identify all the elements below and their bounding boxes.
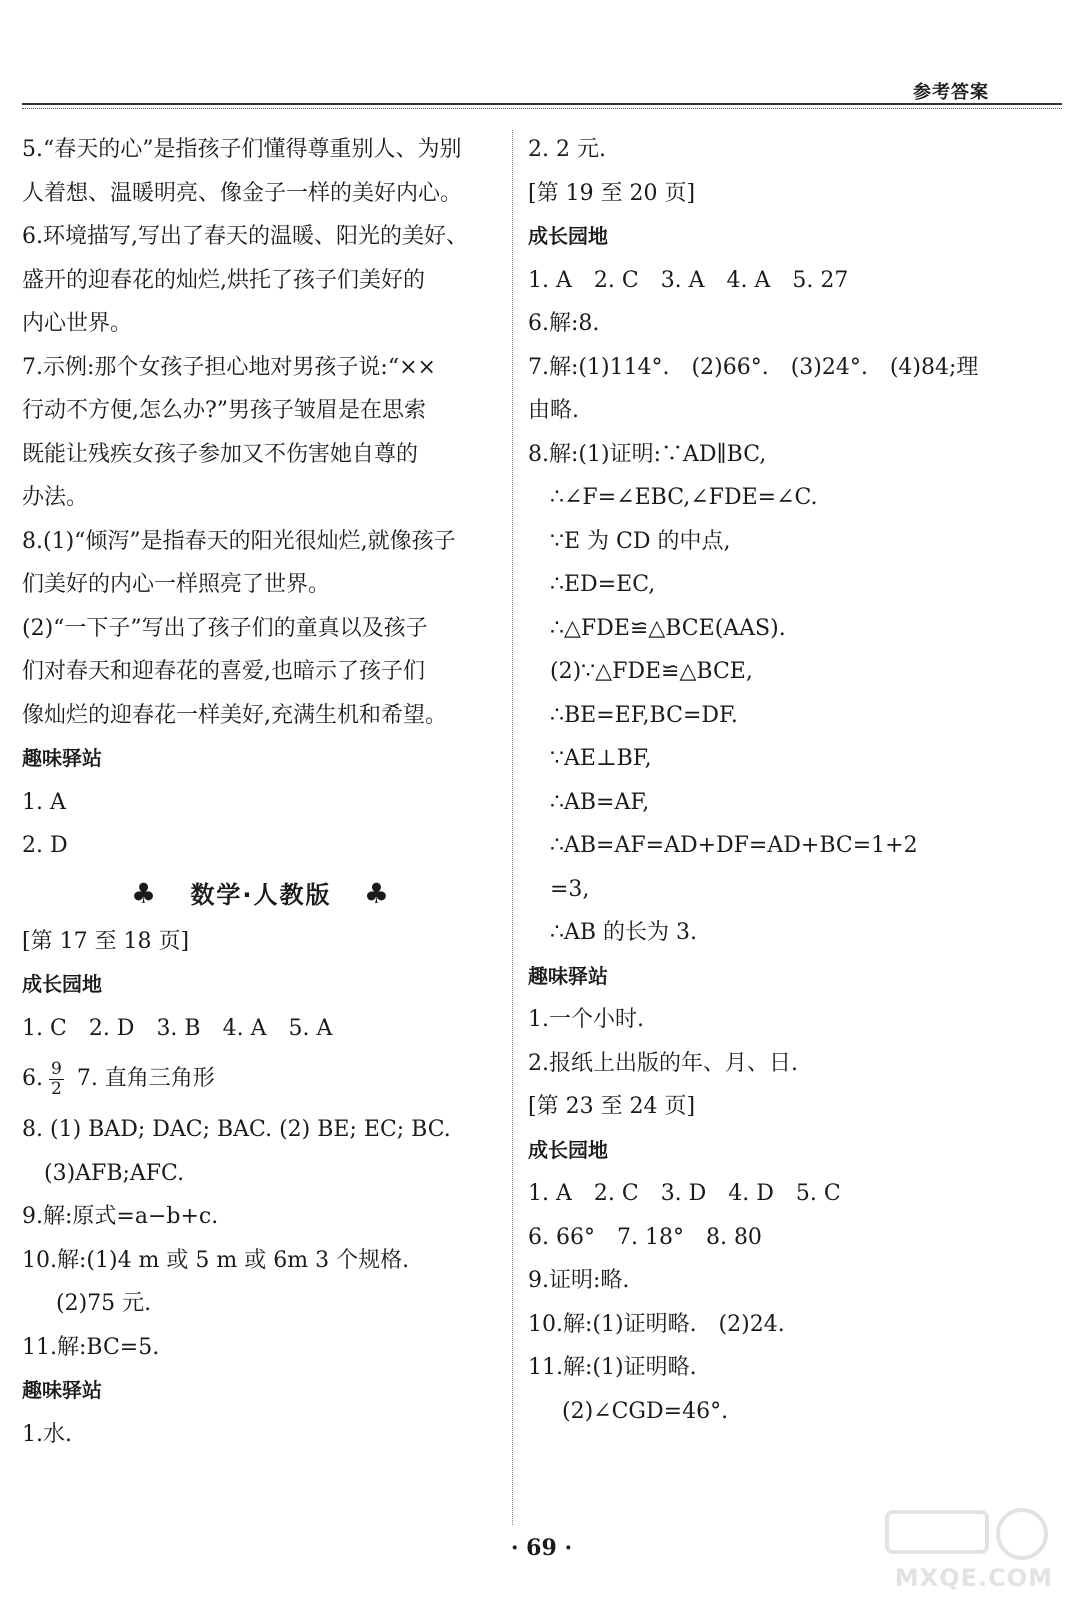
answer-line: 们对春天和迎春花的喜爱,也暗示了孩子们 [22, 659, 425, 684]
page-range: [第 19 至 20 页] [528, 180, 696, 206]
header-rule [22, 103, 1062, 109]
answer-line: 1. A 2. C 3. D 4. D 5. C [528, 1181, 841, 1206]
answer-line: 既能让残疾女孩子参加又不伤害她自尊的 [22, 441, 419, 467]
answer-line: 8.(1)“倾泻”是指春天的阳光很灿烂,就像孩子 [22, 528, 456, 554]
subject-title [22, 868, 500, 920]
q6-suffix: 7. 直角三角形 [76, 1066, 215, 1091]
answer-line: ∴AB=AF, [550, 789, 650, 815]
answer-line: 1. A [22, 789, 66, 815]
answer-line-fraction [22, 1050, 500, 1108]
answer-line: 1. C 2. D 3. B 4. A 5. A [22, 1015, 333, 1041]
fraction-numerator: 9 [51, 1058, 62, 1079]
answer-line: (2)75 元. [56, 1291, 152, 1316]
answer-line: 7.解:(1)114°. (2)66°. (3)24°. (4)84;理 [528, 354, 979, 380]
answer-line: =3, [550, 876, 590, 902]
answer-line: ∴△FDE≌△BCE(AAS). [550, 615, 786, 641]
answer-line: 8.解:(1)证明:∵AD∥BC, [528, 441, 767, 467]
answer-line: 7.示例:那个女孩子担心地对男孩子说:“×× [22, 354, 436, 380]
section-heading-growth: 成长园地 [528, 224, 608, 248]
answer-line: ∴AB 的长为 3. [550, 920, 698, 945]
watermark-text: MXQE.COM [894, 1564, 1053, 1592]
answer-line: 1. A 2. C 3. A 4. A 5. 27 [528, 267, 849, 293]
answer-line: ∴AB=AF=AD+DF=AD+BC=1+2 [550, 833, 918, 858]
answer-line: 人着想、温暖明亮、像金子一样的美好内心。 [22, 180, 463, 206]
answer-line: (2)∠CGD=46°. [562, 1398, 729, 1424]
section-heading-fun: 趣味驿站 [22, 1378, 102, 1402]
q6-prefix: 6. [22, 1066, 43, 1091]
answer-line: ∴∠F=∠EBC,∠FDE=∠C. [550, 485, 818, 510]
answer-line: ∵AE⊥BF, [550, 746, 652, 771]
answer-line: 2. D [22, 833, 68, 858]
page-range: [第 17 至 18 页] [22, 928, 190, 954]
answer-line: 内心世界。 [22, 311, 133, 336]
answer-line: 6.环境描写,写出了春天的温暖、阳光的美好、 [22, 224, 468, 249]
answer-line: (2)“一下子”写出了孩子们的童真以及孩子 [22, 615, 428, 641]
answer-line: 行动不方便,怎么办?”男孩子皱眉是在思索 [22, 398, 427, 423]
answer-line: 11.解:(1)证明略. [528, 1355, 697, 1380]
section-heading-fun: 趣味驿站 [528, 963, 608, 988]
answer-line: 11.解:BC=5. [22, 1334, 160, 1360]
section-heading-fun: 趣味驿站 [22, 746, 102, 770]
answer-line: 盛开的迎春花的灿烂,烘托了孩子们美好的 [22, 267, 425, 293]
answer-line: 6. 66° 7. 18° 8. 80 [528, 1224, 762, 1250]
answer-line: 2.报纸上出版的年、月、日. [528, 1050, 798, 1076]
right-column [528, 128, 1028, 1433]
page-number: · 69 · [510, 1535, 573, 1561]
answer-line: ∴BE=EF,BC=DF. [550, 702, 738, 728]
section-heading-growth: 成长园地 [528, 1137, 608, 1162]
answer-line: 10.解:(1)4 m 或 5 m 或 6m 3 个规格. [22, 1247, 410, 1273]
answer-line: 办法。 [22, 485, 89, 510]
fraction-denominator: 2 [51, 1078, 62, 1099]
answer-line: 们美好的内心一样照亮了世界。 [22, 572, 331, 597]
club-icon: ♣ [363, 876, 392, 910]
page-range: [第 23 至 24 页] [528, 1094, 696, 1119]
fraction [49, 1060, 64, 1099]
header-label: 参考答案 [913, 82, 989, 103]
club-icon: ♣ [130, 876, 159, 910]
answer-line: 1.一个小时. [528, 1007, 644, 1032]
answer-line: 5.“春天的心”是指孩子们懂得尊重别人、为别 [22, 137, 462, 162]
answer-line: (2)∵△FDE≌△BCE, [550, 659, 753, 684]
answer-line: 6.解:8. [528, 311, 600, 336]
answer-line: 像灿烂的迎春花一样美好,充满生机和希望。 [22, 702, 447, 728]
watermark-logo [857, 1504, 1057, 1594]
answer-line: 9.解:原式=a−b+c. [22, 1204, 219, 1229]
answer-line: 8. (1) BAD; DAC; BAC. (2) BE; EC; BC. [22, 1117, 451, 1142]
answer-line: ∴ED=EC, [550, 572, 656, 597]
answer-line: ∵E 为 CD 的中点, [550, 528, 731, 554]
answer-line: (3)AFB;AFC. [44, 1160, 185, 1186]
answer-line: 1.水. [22, 1421, 72, 1447]
answer-line: 2. 2 元. [528, 137, 606, 162]
subject-title-text: 数学·人教版 [190, 880, 332, 909]
answer-line: 10.解:(1)证明略. (2)24. [528, 1311, 785, 1337]
left-column [22, 128, 500, 1456]
answer-line: 9.证明:略. [528, 1268, 630, 1293]
column-divider [512, 130, 513, 1525]
answer-line: 由略. [528, 398, 579, 423]
section-heading-growth: 成长园地 [22, 972, 102, 996]
